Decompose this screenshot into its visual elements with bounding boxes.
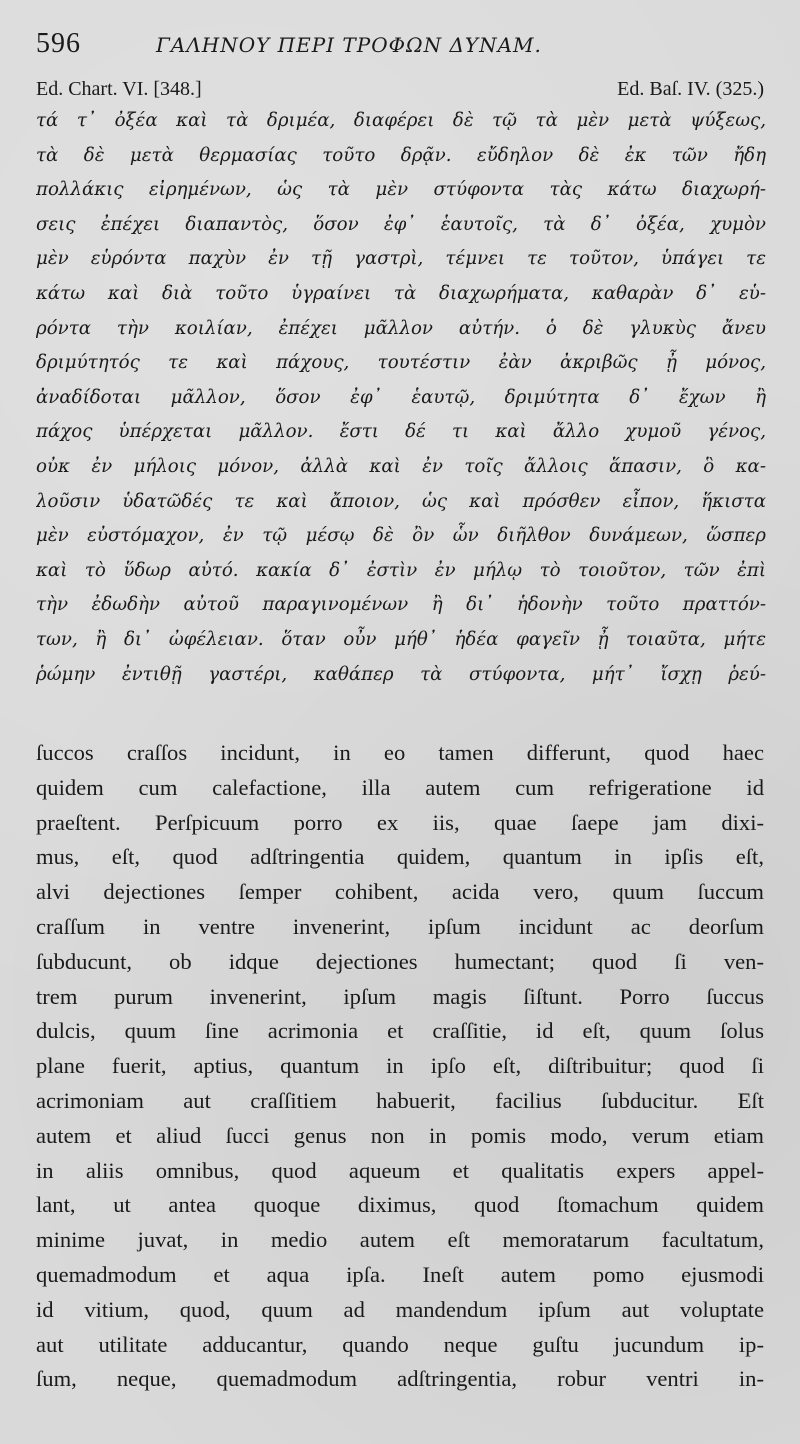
page-header (36, 28, 770, 68)
latin-line: ſubducunt, ob idque dejectiones humectant; quod ſi ven- (36, 948, 764, 974)
greek-line: τά τ᾽ ὀξέα καὶ τὰ δριμέα, διαφέρει δὲ τῷ τὰ μὲν μετὰ ψύξεως, (36, 110, 766, 131)
latin-line: mus, eſt, quod adſtringentia quidem, quantum in ipſis eſt, (36, 844, 764, 870)
greek-line: σεις ἐπέχει διαπαντὸς, ὅσον ἐφ᾽ ἑαυτοῖς, τὰ δ᾽ ὀξέα, χυμὸν (36, 213, 766, 235)
latin-line: ſuccos craſſos incidunt, in eo tamen differunt, quod haec (36, 740, 764, 765)
latin-line: minime juvat, in medio autem eſt memoratarum facultatum, (36, 1227, 764, 1253)
greek-line: καὶ τὸ ὕδωρ αὐτό. κακία δ᾽ ἐστὶν ἐν μήλῳ τὸ τοιοῦτον, τῶν ἐπὶ (36, 559, 766, 581)
latin-line: ſum, neque, quemadmodum adſtringentia, robur ventri in- (36, 1366, 764, 1392)
greek-line: πολλάκις εἰρημένων, ὡς τὰ μὲν στύφοντα τὰς κάτω διαχωρή- (36, 179, 766, 201)
greek-line: κάτω καὶ διὰ τοῦτο ὑγραίνει τὰ διαχωρήματα, καθαρὰν δ᾽ εὑ- (36, 282, 766, 304)
greek-text (36, 104, 766, 692)
latin-line: alvi dejectiones ſemper cohibent, acida vero, quum ſuccum (36, 879, 764, 905)
greek-line: οὐκ ἐν μήλοις μόνον, ἀλλὰ καὶ ἐν τοῖς ἄλλοις ἅπασιν, ὃ κα- (36, 455, 766, 477)
greek-line: τὰ δὲ μετὰ θερμασίας τοῦτο δρᾷν. εὔδηλον δὲ ἐκ τῶν ἤδη (36, 144, 766, 166)
latin-line: praeſtent. Perſpicuum porro ex iis, quae ſaepe jam dixi- (36, 809, 764, 835)
latin-line: aut utilitate adducantur, quando neque guſtu jucundum ip- (36, 1331, 764, 1357)
greek-line: ρόντα τὴν κοιλίαν, ἐπέχει μᾶλλον αὐτήν. ὁ δὲ γλυκὺς ἄνευ (36, 317, 766, 339)
greek-line: πάχος ὑπέρχεται μᾶλλον. ἔστι δέ τι καὶ ἄλλο χυμοῦ γένος, (36, 421, 766, 443)
greek-line: δριμύτητός τε καὶ πάχους, τουτέστιν ἐὰν ἀκριβῶς ᾖ μόνος, (36, 352, 766, 374)
running-title: ΓΑΛΗΝΟΥ ΠΕΡΙ ΤΡΟΦΩΝ ΔΥΝΑΜ. (156, 33, 542, 57)
latin-line: craſſum in ventre invenerint, ipſum incidunt ac deorſum (36, 913, 764, 939)
latin-line: autem et aliud ſucci genus non in pomis modo, verum etiam (36, 1122, 764, 1148)
greek-line: μὲν εὐστόμαχον, ἐν τῷ μέσῳ δὲ ὂν ὧν διῆλθον δυνάμεων, ὥσπερ (36, 525, 766, 547)
latin-line: lant, ut antea quoque diximus, quod ſtomachum quidem (36, 1192, 764, 1218)
latin-line: quemadmodum et aqua ipſa. Ineſt autem pomo ejusmodi (36, 1261, 764, 1287)
greek-line: ῥώμην ἐντιθῇ γαστέρι, καθάπερ τὰ στύφοντα, μήτ᾽ ἴσχῃ ῥεύ- (36, 663, 766, 685)
greek-line: των, ἢ δι᾽ ὠφέλειαν. ὅταν οὖν μήθ᾽ ἡδέα φαγεῖν ᾖ τοιαῦτα, μήτε (36, 628, 766, 650)
latin-line: acrimoniam aut craſſitiem habuerit, facilius ſubducitur. Eſt (36, 1087, 764, 1113)
greek-line: ἀναδίδοται μᾶλλον, ὅσον ἐφ᾽ ἑαυτῷ, δριμύτητα δ᾽ ἔχων ἢ (36, 386, 766, 408)
latin-line: quidem cum calefactione, illa autem cum refrigeratione id (36, 774, 764, 800)
page-number: 596 (36, 28, 81, 59)
latin-line: id vitium, quod, quum ad mandendum ipſum aut voluptate (36, 1296, 764, 1322)
greek-line: τὴν ἐδωδὴν αὐτοῦ παραγινομένων ἢ δι᾽ ἡδονὴν τοῦτο πραττόν- (36, 594, 766, 616)
edition-references (36, 78, 764, 101)
greek-line: λοῦσιν ὑδατῶδές τε καὶ ἄποιον, ὡς καὶ πρόσθεν εἶπον, ἥκιστα (36, 490, 766, 512)
latin-line: dulcis, quum ſine acrimonia et craſſitie, id eſt, quum ſolus (36, 1018, 764, 1044)
latin-translation (36, 736, 764, 1397)
edition-chartier: Ed. Chart. VI. [348.] (36, 78, 202, 100)
edition-basel: Ed. Baſ. IV. (325.) (617, 78, 764, 100)
latin-line: trem purum invenerint, ipſum magis ſiſtunt. Porro ſuccus (36, 983, 764, 1009)
latin-line: plane fuerit, aptius, quantum in ipſo eſt, diſtribuitur; quod ſi (36, 1053, 764, 1079)
latin-line: in aliis omnibus, quod aqueum et qualitatis expers appel- (36, 1157, 764, 1183)
greek-line: μὲν εὑρόντα παχὺν ἐν τῇ γαστρὶ, τέμνει τε τοῦτον, ὑπάγει τε (36, 248, 766, 270)
